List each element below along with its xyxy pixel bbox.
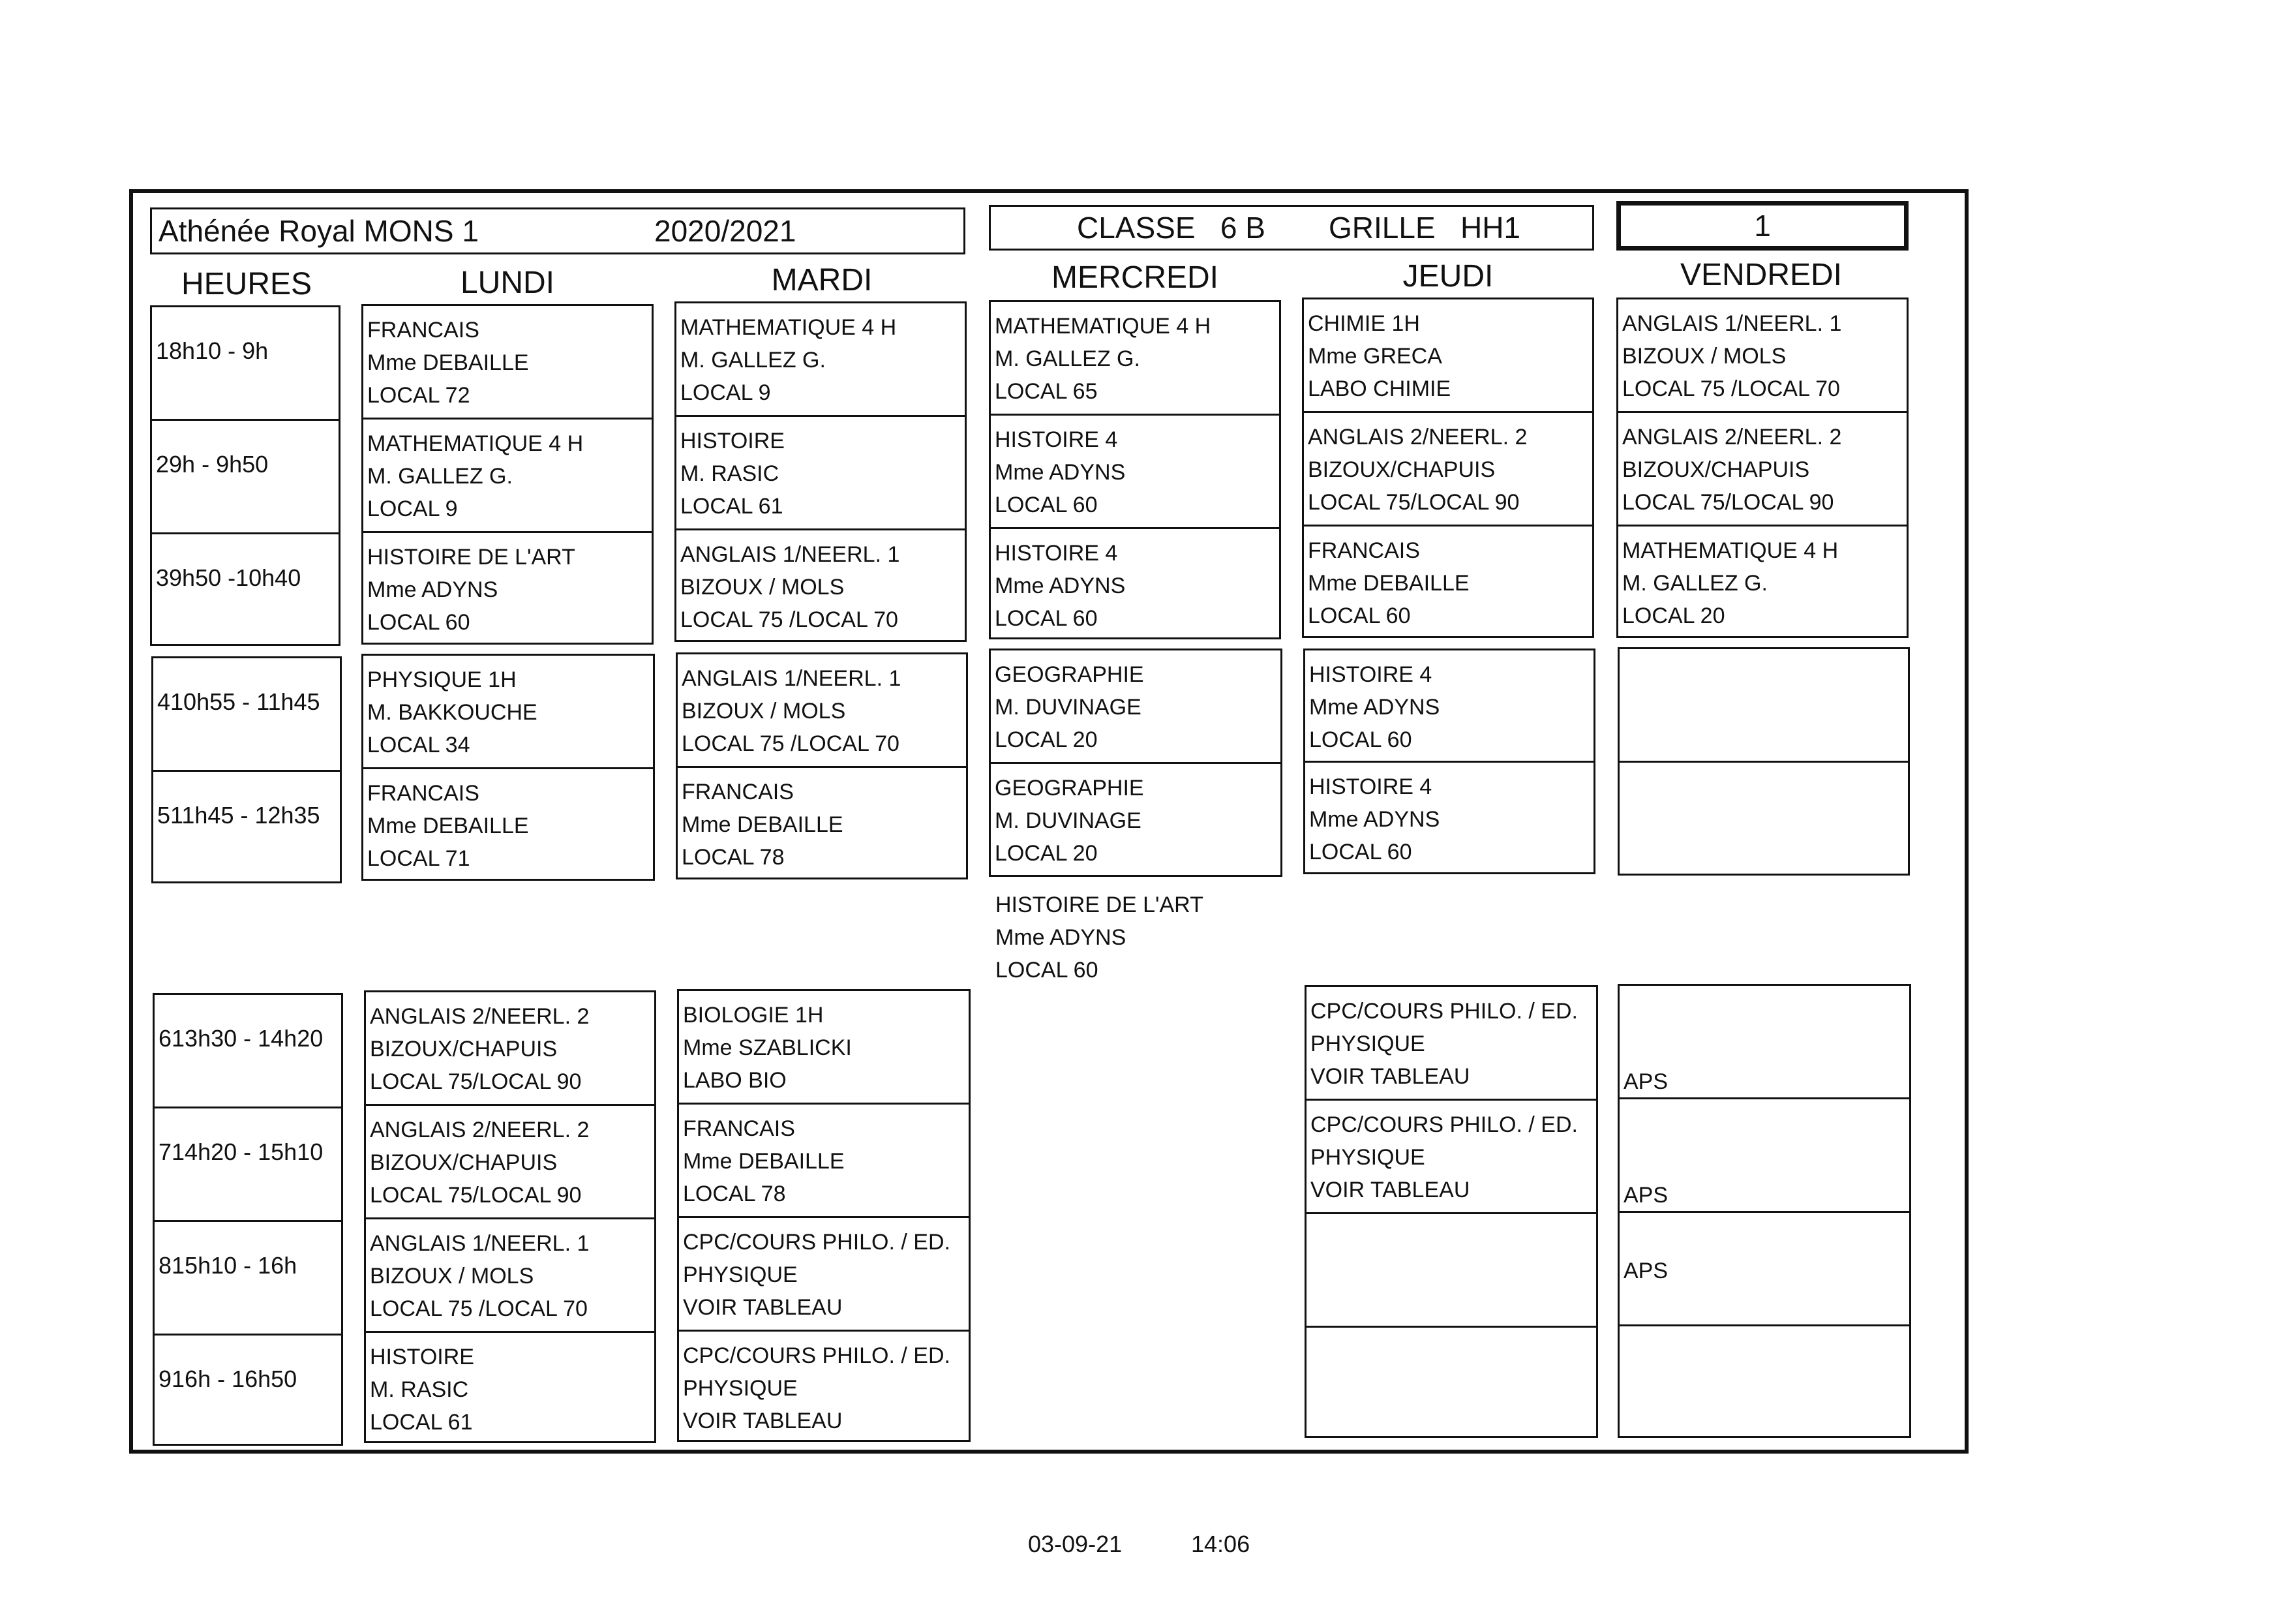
course-cell: CPC/COURS PHILO. / ED. PHYSIQUE VOIR TABLEAU [679,1218,969,1332]
course-cell: PHYSIQUE 1H M. BAKKOUCHE LOCAL 34 [363,656,653,769]
grid-label: GRILLE HH1 [1329,211,1520,245]
course-cell: HISTOIRE 4 Mme ADYNS LOCAL 60 [995,541,1126,631]
course-cell: GEOGRAPHIE M. DUVINAGE LOCAL 20 [991,650,1280,764]
school-name: Athénée Royal MONS 1 [159,214,479,248]
class-header-box [989,205,1594,251]
mercredi-morning-block-1 [989,300,1281,639]
empty-cell [1307,1214,1596,1328]
course-cell: APS [1620,986,1909,1099]
course-cell: MATHEMATIQUE 4 H M. GALLEZ G. LOCAL 9 [676,303,965,417]
course-cell: ANGLAIS 1/NEERL. 1 BIZOUX / MOLS LOCAL 75 /LOCAL 70 [366,1219,654,1333]
empty-cell [1620,1326,1909,1440]
footer-time: 14:06 [1191,1531,1250,1557]
empty-cell [1620,649,1908,763]
course-cell: FRANCAIS Mme DEBAILLE LOCAL 71 [367,781,529,871]
course-cell: ANGLAIS 2/NEERL. 2 BIZOUX/CHAPUIS LOCAL 75/LOCAL 90 [366,992,654,1106]
course-cell: APS [1620,1213,1909,1326]
course-cell: MATHEMATIQUE 4 H M. GALLEZ G. LOCAL 20 [1622,538,1839,628]
course-cell: ANGLAIS 2/NEERL. 2 BIZOUX/CHAPUIS LOCAL 75/LOCAL 90 [1304,413,1592,527]
hours-afternoon-block [153,993,343,1446]
class-label: CLASSE 6 B [1077,211,1265,245]
course-cell: APS [1620,1099,1909,1213]
hour-row: 29h - 9h50 [152,421,339,534]
course-cell: MATHEMATIQUE 4 H M. GALLEZ G. LOCAL 9 [363,420,652,533]
hour-row: 410h55 - 11h45 [153,658,340,772]
course-cell: CPC/COURS PHILO. / ED. PHYSIQUE VOIR TABLEAU [1307,1101,1596,1214]
course-cell: GEOGRAPHIE M. DUVINAGE LOCAL 20 [995,776,1144,866]
course-cell: FRANCAIS Mme DEBAILLE LOCAL 78 [682,780,843,870]
heures-header: HEURES [181,267,312,301]
empty-cell [1307,1328,1596,1440]
course-cell: FRANCAIS Mme DEBAILLE LOCAL 78 [679,1105,969,1218]
vendredi-morning-block-2 [1618,647,1910,876]
jeudi-morning-block-1 [1302,298,1594,638]
mercredi-morning-block-2 [989,649,1282,877]
footer-date: 03-09-21 [1028,1531,1123,1557]
course-cell: BIOLOGIE 1H Mme SZABLICKI LABO BIO [679,991,969,1105]
jeudi-afternoon-block [1305,985,1598,1438]
lundi-morning-block-2 [361,654,655,881]
course-cell: ANGLAIS 1/NEERL. 1 BIZOUX / MOLS LOCAL 75 /LOCAL 70 [1618,299,1907,413]
course-cell: FRANCAIS Mme DEBAILLE LOCAL 72 [363,306,652,420]
course-cell: ANGLAIS 2/NEERL. 2 BIZOUX/CHAPUIS LOCAL 75/LOCAL 90 [1618,413,1907,527]
vendredi-morning-block-1 [1616,298,1909,638]
course-cell: ANGLAIS 1/NEERL. 1 BIZOUX / MOLS LOCAL 75 /LOCAL 70 [678,654,966,768]
course-cell: HISTOIRE 4 Mme ADYNS LOCAL 60 [991,416,1279,529]
school-header-box [150,207,965,254]
course-cell: FRANCAIS Mme DEBAILLE LOCAL 60 [1308,538,1470,628]
hour-row: 613h30 - 14h20 [155,995,341,1108]
mardi-morning-block-1 [674,301,967,642]
mercredi-header: MERCREDI [1051,260,1218,295]
course-cell: CHIMIE 1H Mme GRECA LABO CHIMIE [1304,299,1592,413]
lundi-afternoon-block [364,990,656,1443]
mercredi-extra-course: HISTOIRE DE L'ART Mme ADYNS LOCAL 60 [995,893,1203,983]
course-cell: ANGLAIS 2/NEERL. 2 BIZOUX/CHAPUIS LOCAL 75/LOCAL 90 [366,1106,654,1219]
school-year: 2020/2021 [654,214,796,248]
course-cell: MATHEMATIQUE 4 H M. GALLEZ G. LOCAL 65 [991,302,1279,416]
hour-row: 815h10 - 16h [155,1222,341,1336]
jeudi-header: JEUDI [1402,259,1494,294]
vendredi-afternoon-block [1618,984,1911,1438]
course-cell: HISTOIRE 4 Mme ADYNS LOCAL 60 [1305,650,1594,763]
empty-cell [1620,763,1908,878]
hour-row: 39h50 -10h40 [156,564,301,591]
lundi-header: LUNDI [460,266,555,300]
course-cell: HISTOIRE M. RASIC LOCAL 61 [676,417,965,530]
mardi-header: MARDI [771,263,873,298]
course-cell: CPC/COURS PHILO. / ED. PHYSIQUE VOIR TABLEAU [683,1343,950,1433]
page-number: 1 [1754,209,1771,243]
course-cell: ANGLAIS 1/NEERL. 1 BIZOUX / MOLS LOCAL 75 /LOCAL 70 [680,542,900,632]
vendredi-header: VENDREDI [1680,258,1843,292]
course-cell: HISTOIRE M. RASIC LOCAL 61 [370,1345,474,1435]
mardi-morning-block-2 [676,652,968,879]
hour-row: 714h20 - 15h10 [155,1108,341,1222]
hours-morning-block-2 [151,656,342,883]
mardi-afternoon-block [677,989,971,1442]
course-cell: CPC/COURS PHILO. / ED. PHYSIQUE VOIR TABLEAU [1307,987,1596,1101]
page-number-box [1616,201,1909,251]
hour-row: 916h - 16h50 [159,1366,297,1392]
course-cell: HISTOIRE 4 Mme ADYNS LOCAL 60 [1309,774,1440,864]
hour-row: 511h45 - 12h35 [157,802,320,829]
lundi-morning-block-1 [361,304,654,645]
jeudi-morning-block-2 [1303,649,1595,874]
hour-row: 18h10 - 9h [152,307,339,421]
hours-morning-block-1 [150,305,340,646]
course-cell: HISTOIRE DE L'ART Mme ADYNS LOCAL 60 [367,545,575,635]
